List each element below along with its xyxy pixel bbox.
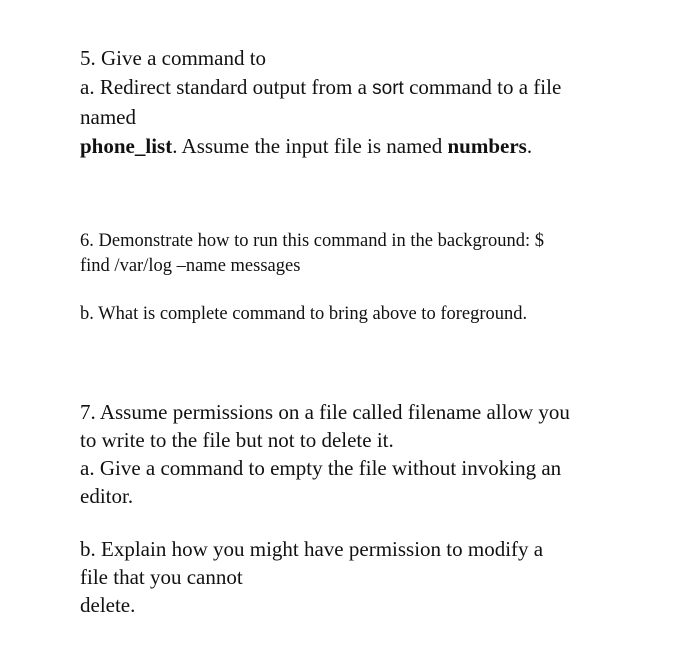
q7b-line2: file that you cannot [80, 565, 243, 589]
q7b-line1: b. Explain how you might have permission to modify a [80, 537, 544, 561]
q5a-sentence-mid: . Assume the input file is named [172, 134, 448, 158]
q7a-line2: editor. [80, 484, 134, 508]
question-7b [80, 535, 543, 619]
q5a-sentence-end: . [526, 134, 533, 158]
sort-command: sort [372, 78, 404, 99]
q5a-line1 [80, 73, 561, 103]
q5a-suffix: command to a file [403, 75, 562, 99]
q5a-line2: named [80, 105, 136, 129]
q7a-line1: a. Give a command to empty the file without invoking an [80, 456, 562, 480]
q7-line2: to write to the file but not to delete it. [80, 428, 394, 452]
q6-line1: 6. Demonstrate how to run this command in the background: $ [80, 231, 544, 251]
q7-line1: 7. Assume permissions on a file called filename allow you [80, 400, 570, 424]
numbers-filename: numbers [447, 134, 527, 158]
q6b-line: b. What is complete command to bring above to foreground. [80, 304, 528, 324]
question-6 [80, 229, 544, 279]
question-5 [80, 44, 561, 161]
q5-heading: 5. Give a command to [80, 46, 267, 70]
q6-line2: find /var/log –name messages [80, 256, 301, 276]
question-6b [80, 302, 527, 327]
q5a-line3 [80, 132, 561, 161]
q7b-line3: delete. [80, 593, 136, 617]
phone-list-filename: phone_list [80, 134, 173, 158]
question-7 [80, 398, 570, 510]
q5a-prefix: a. Redirect standard output from a [80, 75, 373, 99]
